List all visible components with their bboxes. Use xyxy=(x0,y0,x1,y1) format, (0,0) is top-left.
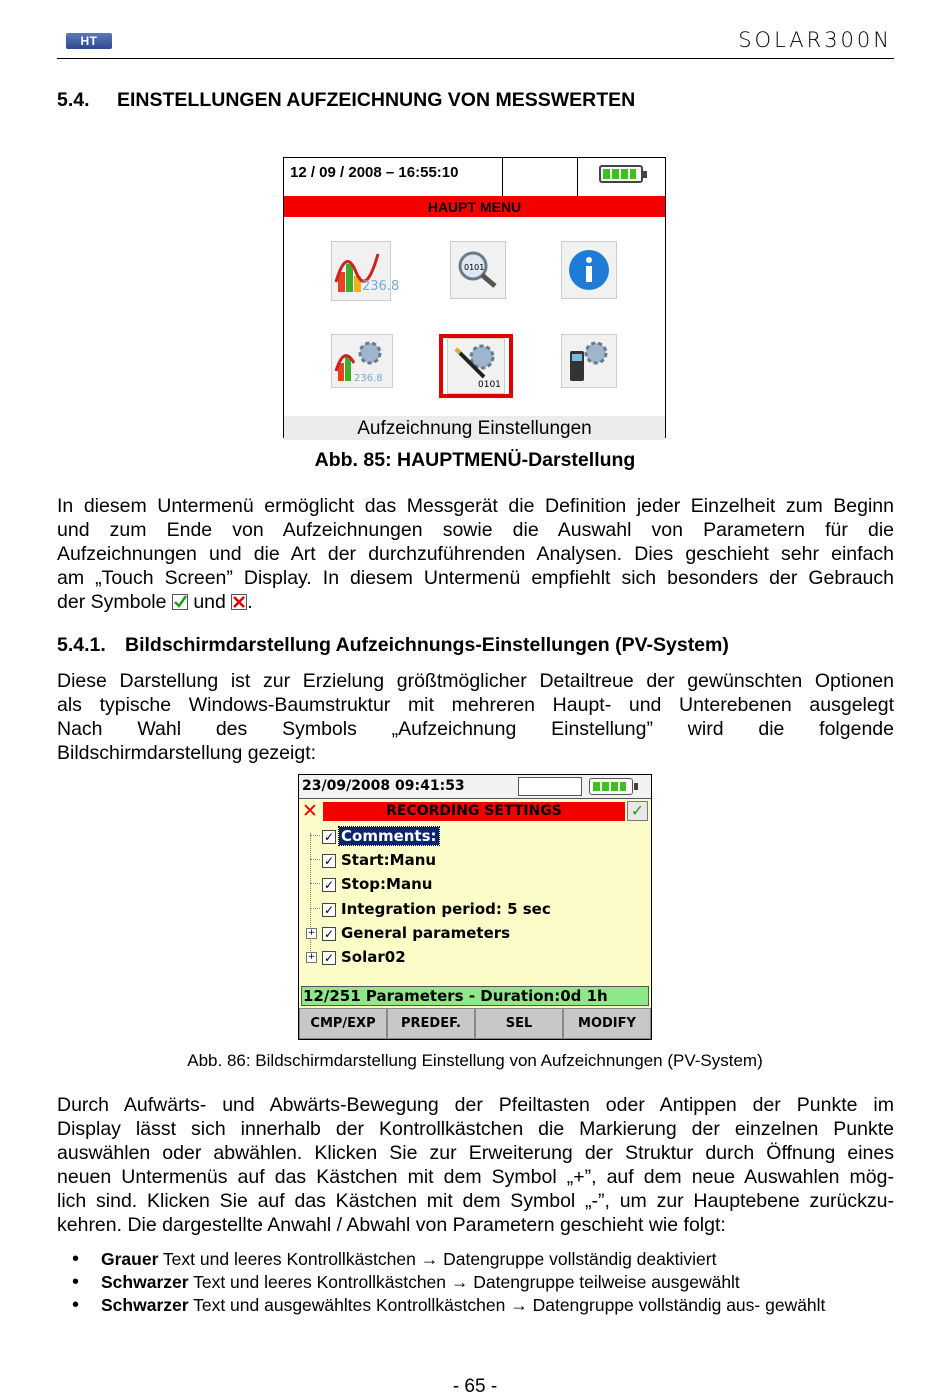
checkbox[interactable]: ✓ xyxy=(323,854,335,868)
tree-item[interactable]: ✓ Comments: xyxy=(299,826,651,848)
tree-item[interactable]: ✓ Integration period: 5 sec xyxy=(299,899,651,921)
checkbox[interactable]: ✓ xyxy=(323,903,335,917)
modify-button[interactable]: MODIFY xyxy=(563,1008,651,1039)
checkbox[interactable]: ✓ xyxy=(323,927,335,941)
list-item: • Schwarzer Text und ausgewähltes Kontrollkästchen → Datengruppe vollständig aus- gewählt xyxy=(57,1294,894,1317)
svg-text:0101: 0101 xyxy=(478,380,501,390)
main-menu-screen xyxy=(283,157,666,438)
menu-title: HAUPT MENU xyxy=(427,199,522,215)
status-text: 12/251 Parameters - Duration:0d 1h xyxy=(303,987,608,1005)
subsection-title: Bildschirmdarstellung Aufzeichnungs-Einstellungen (PV-System) xyxy=(125,634,729,656)
memory-search-icon[interactable] xyxy=(450,241,506,299)
predef-button[interactable]: PREDEF. xyxy=(387,1008,475,1039)
subsection-paragraph: Diese Darstellung ist zur Erzielung größtmöglicher Detailtreue der gewünschten Optionen als typische Windows-Baumstruktur mit mehreren Haupt- und Unterebenen ausgelegt Nach Wahl des Symbols „Aufzeichnung Einstellung” wird die folgende Bildschirmdarstellung gezeigt: xyxy=(57,670,894,764)
tree-item[interactable]: ✓ Stop:Manu xyxy=(299,874,651,896)
checkbox[interactable]: ✓ xyxy=(323,951,335,965)
figure-85-caption: Abb. 85: HAUPTMENÜ-Darstellung xyxy=(314,449,636,471)
checkbox[interactable]: ✓ xyxy=(323,830,335,844)
figure-86-caption: Abb. 86: Bildschirmdarstellung Einstellung von Aufzeichnungen (PV-System) xyxy=(187,1051,763,1070)
tree-item[interactable]: + ✓ Solar02 xyxy=(307,948,406,966)
expand-plus-icon[interactable]: + xyxy=(307,928,316,938)
sel-button[interactable]: SEL xyxy=(475,1008,563,1039)
selected-label: Aufzeichnung Einstellungen xyxy=(357,418,592,439)
cancel-x-icon[interactable]: ✕ xyxy=(302,800,318,822)
subsection-heading xyxy=(57,634,729,657)
section-heading xyxy=(57,89,635,112)
screen-title: RECORDING SETTINGS xyxy=(386,803,562,819)
svg-text:0101: 0101 xyxy=(464,263,485,272)
cmp-exp-button[interactable]: CMP/EXP xyxy=(299,1008,387,1039)
selection-rules-list xyxy=(57,1248,894,1317)
svg-text:236.8: 236.8 xyxy=(354,373,383,384)
navigation-paragraph: Durch Aufwärts- und Abwärts-Bewegung der Pfeiltasten oder Antippen der Punkte im Display lässt sich innerhalb der Kontrollkästchen die Markierung der einzelnen Punkte auswählen oder abwählen. Klicken Sie zur Erweiterung der Struktur durch Öffnung eines neuen Untermenüs auf das Kästchen mit dem Symbol „+”, auf dem neue Auswahlen mög- lich sind. Klicken Sie auf das Kästchen mit dem Symbol „-”, um zur Hauptebene zurückzu- kehren. Die dargestellte Anwahl / Abwahl von Parametern geschieht wie folgt: xyxy=(57,1094,894,1236)
section-number: 5.4. xyxy=(57,89,90,111)
confirm-check-icon[interactable]: ✓ xyxy=(627,801,648,821)
tree-item[interactable]: ✓ Start:Manu xyxy=(299,850,651,872)
analyzer-icon[interactable] xyxy=(331,241,400,301)
section-title: EINSTELLUNGEN AUFZEICHNUNG VON MESSWERTEN xyxy=(117,89,636,111)
battery-icon xyxy=(589,778,633,795)
model-name: SOLAR300N xyxy=(738,28,892,52)
tree-item[interactable]: + ✓ General parameters xyxy=(307,924,511,942)
list-item: • Schwarzer Text und leeres Kontrollkästchen → Datengruppe teilweise ausgewählt xyxy=(57,1271,894,1294)
info-icon[interactable] xyxy=(561,241,617,299)
cancel-x-icon xyxy=(231,594,247,610)
expand-plus-icon[interactable]: + xyxy=(307,952,316,962)
subsection-number: 5.4.1. xyxy=(57,634,106,656)
confirm-check-icon xyxy=(172,594,188,610)
page-number: - 65 - xyxy=(452,1376,498,1397)
header-rule xyxy=(57,58,894,59)
meter-settings-icon[interactable] xyxy=(561,334,617,388)
ht-logo: HT xyxy=(66,33,112,49)
recording-settings-screen xyxy=(298,774,652,1040)
svg-text:236.8: 236.8 xyxy=(362,279,400,294)
checkbox[interactable]: ✓ xyxy=(323,878,335,892)
screen-datetime: 23/09/2008 09:41:53 xyxy=(302,778,465,794)
battery-icon xyxy=(599,165,643,183)
screen-datetime: 12 / 09 / 2008 – 16:55:10 xyxy=(290,164,459,181)
recording-settings-icon[interactable] xyxy=(447,338,505,394)
intro-paragraph: In diesem Untermenü ermöglicht das Messgerät die Definition jeder Einzelheit zum Beginn und zum Ende von Aufzeichnungen sowie die Auswahl von Parametern für die Aufzeichnungen und die Art der durchzuführenden Analysen. Dies geschieht sehr einfach am „Touch Screen” Display. In diesem Untermenü empfiehlt sich besonders der Gebrauch der Symbole und . xyxy=(57,495,894,613)
settings-analyzer-icon[interactable] xyxy=(331,334,393,388)
list-item: • Grauer Text und leeres Kontrollkästchen → Datengruppe vollständig deaktiviert xyxy=(57,1248,894,1271)
